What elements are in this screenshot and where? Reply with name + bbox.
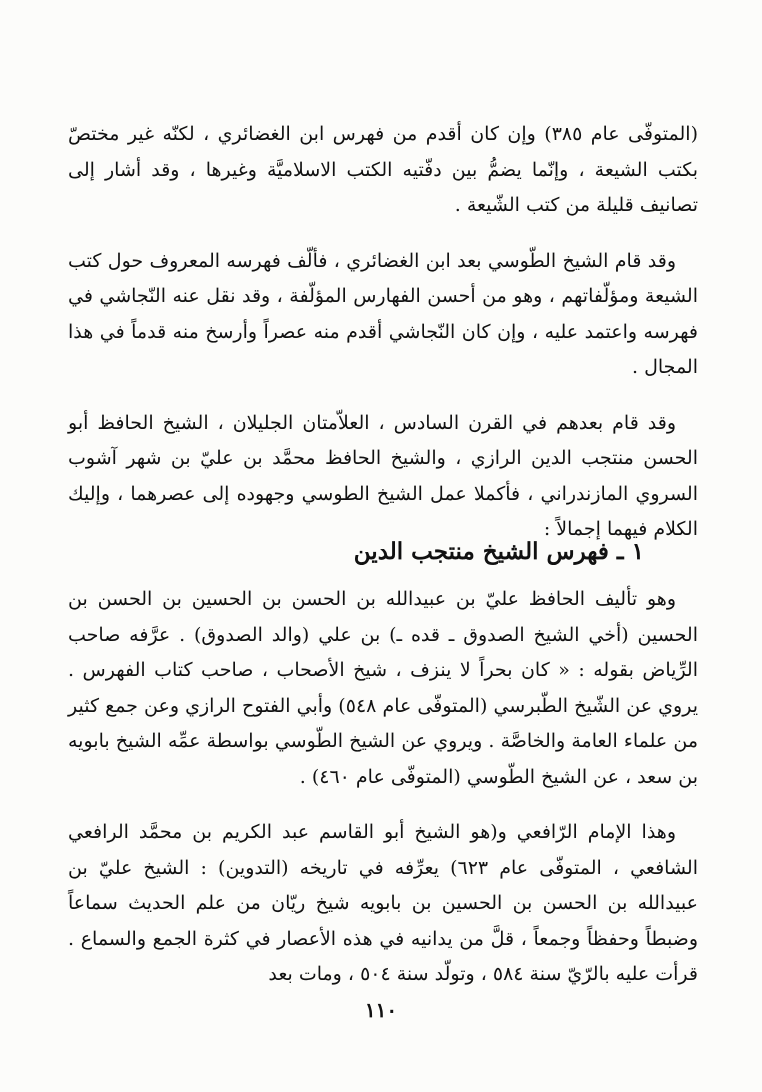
paragraph-3	[68, 406, 698, 548]
intro-text	[68, 117, 698, 548]
paragraph-4	[68, 582, 698, 795]
paragraph-5-text: وهذا الإمام الرّافعي و(هو الشيخ أبو القاسم عبد الكريم بن محمَّد الرافعي الشافعي ، المتوفّى عام ٦٢٣) يعرِّفه في تاريخه (التدوين) : الشيخ عليّ بن عبيدالله بن الحسن بن الحسين بن بابويه شيخ ريّان من علم الحديث سماعاً وضبطاً وحفظاً وجمعاً ، قلَّ من يدانيه في هذه الأعصار في كثرة الجمع والسماع . قرأت عليه بالرّيّ سنة ٥٨٤ ، وتولّد سنة ٥٠٤ ، ومات بعد	[68, 821, 698, 985]
section-text	[68, 582, 698, 993]
paragraph-4-text: وهو تأليف الحافظ عليّ بن عبيدالله بن الحسن بن الحسين بن الحسن بن الحسين (أخي الشيخ الصدوق ـ قده ـ) بن علي (والد الصدوق) . عرَّفه صاحب الرِّياض بقوله : « كان بحراً لا ينزف ، شيخ الأصحاب ، صاحب كتاب الفهرس . يروي عن الشّيخ الطّبرسي (المتوفّى عام ٥٤٨) وأبي الفتوح الرازي وعن جمع كثير من علماء العامة والخاصَّة . ويروي عن الشيخ الطّوسي بواسطة عمِّه الشيخ بابويه بن سعد ، عن الشيخ الطّوسي (المتوفّى عام ٤٦٠) .	[68, 588, 698, 788]
paragraph-3-text: وقد قام بعدهم في القرن السادس ، العلاّمتان الجليلان ، الشيخ الحافظ أبو الحسن منتجب الدين الرازي ، والشيخ الحافظ محمَّد بن عليّ بن شهر آشوب السروي المازندراني ، فأكملا عمل الشيخ الطوسي وجهوده إلى عصرهما ، وإليك الكلام فيهما إجمالاً :	[68, 411, 698, 540]
paragraph-1-text: (المتوفّى عام ٣٨٥) وإن كان أقدم من فهرس ابن الغضائري ، لكنّه غير مختصّ بكتب الشيعة ، وإنّما يضمُّ بين دفّتيه الكتب الاسلاميَّة وغيرها ، وقد أشار إلى تصانيف قليلة من كتب الشّيعة .	[68, 123, 698, 216]
section-heading: ١ ـ فهرس الشيخ منتجب الدين	[353, 538, 644, 565]
page-number: ١١٠	[364, 998, 398, 1022]
paragraph-2	[68, 244, 698, 386]
paragraph-2-text: وقد قام الشيخ الطّوسي بعد ابن الغضائري ، فألّف فهرسه المعروف حول كتب الشيعة ومؤلّفاتهم ، وهو من أحسن الفهارس المؤلّفة ، وقد نقل عنه النّجاشي في فهرسه واعتمد عليه ، وإن كان النّجاشي أقدم منه عصراً وأرسخ منه قدماً في هذا المجال .	[68, 249, 698, 378]
paragraph-1	[68, 117, 698, 224]
paragraph-5	[68, 815, 698, 993]
